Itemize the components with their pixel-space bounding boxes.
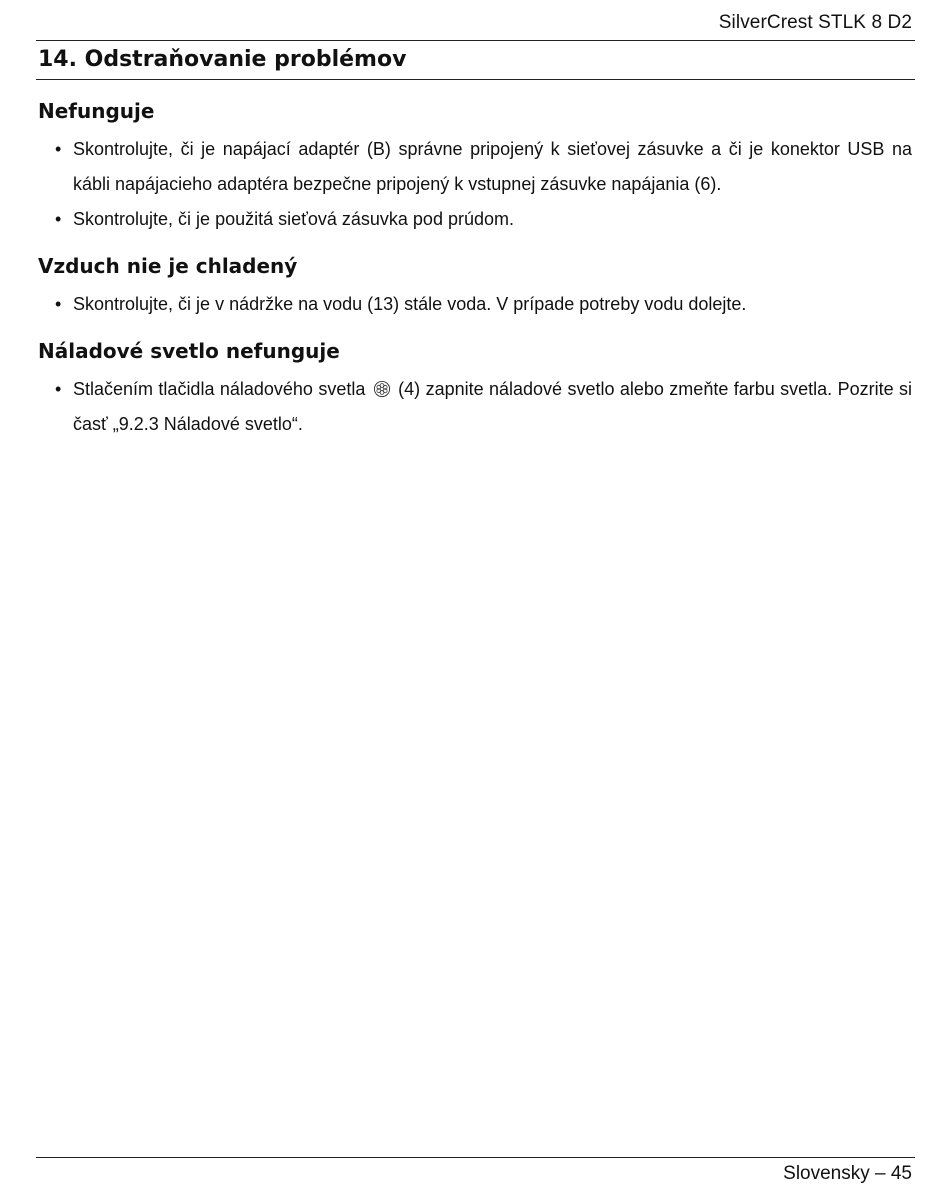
page-footer-label: Slovensky – 45 bbox=[783, 1163, 912, 1184]
bullet-list bbox=[38, 372, 912, 442]
list-item: • Skontrolujte, či je napájací adaptér (B) správne pripojený k sieťovej zásuvke a či je konektor USB na kábli napájacieho adaptéra bezpečne pripojený k vstupnej zásuvke napájania (6). bbox=[38, 132, 912, 202]
page-header-product: SilverCrest STLK 8 D2 bbox=[718, 12, 912, 33]
list-item-text: Stlačením tlačidla náladového svetla bbox=[73, 379, 366, 399]
list-item bbox=[38, 372, 912, 442]
header-rule bbox=[36, 40, 915, 41]
footer-rule bbox=[36, 1157, 915, 1158]
bullet-list bbox=[38, 287, 912, 322]
troubleshooting-content bbox=[38, 96, 912, 442]
section-mood-light bbox=[38, 336, 912, 442]
section-heading: Nefunguje bbox=[38, 99, 155, 123]
section-heading: Vzduch nie je chladený bbox=[38, 254, 298, 278]
list-item-text: (4) zapnite náladové svetlo alebo zmeňte farbu svetla. Pozrite si časť „9.2.3 Náladové svetlo“. bbox=[73, 379, 912, 434]
section-air-not-cooled bbox=[38, 251, 912, 322]
mood-light-icon bbox=[373, 375, 391, 393]
bullet-list bbox=[38, 132, 912, 237]
chapter-title: 14. Odstraňovanie problémov bbox=[38, 47, 407, 72]
list-item: • Skontrolujte, či je použitá sieťová zásuvka pod prúdom. bbox=[38, 202, 912, 237]
chapter-title-rule bbox=[36, 79, 915, 80]
list-item: • Skontrolujte, či je v nádržke na vodu (13) stále voda. V prípade potreby vodu dolejte. bbox=[38, 287, 912, 322]
section-heading: Náladové svetlo nefunguje bbox=[38, 339, 340, 363]
section-not-working bbox=[38, 96, 912, 237]
